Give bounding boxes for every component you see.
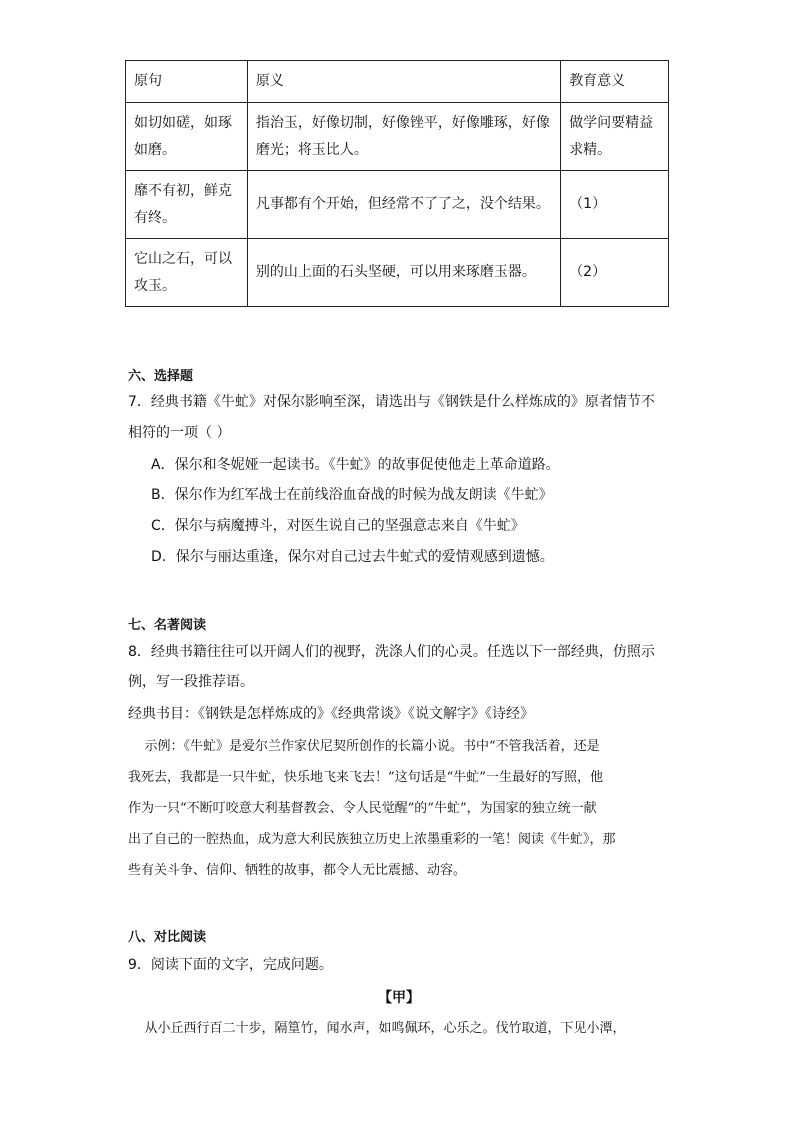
book-list: 经典书目：《钢铁是怎样炼成的》《经典常谈》《说文解字》《诗经》 [128, 706, 534, 722]
option-b: B．保尔作为红军战士在前线浴血奋战的时候为战友朗读《牛虻》 [151, 487, 553, 503]
passage-label: 【甲】 [378, 990, 420, 1006]
question-text: 例，写一段推荐语。 [128, 674, 254, 690]
question-text: 8．经典书籍往往可以开阔人们的视野，洗涤人们的心灵。任选以下一部经典，仿照示 [128, 644, 655, 660]
option-a: A．保尔和冬妮娅一起读书。《牛虻》的故事促使他走上革命道路。 [151, 457, 560, 473]
passage-text: 从小丘西行百二十步，隔篁竹，闻水声，如鸣佩环，心乐之。伐竹取道，下见小潭， [128, 1021, 626, 1036]
quote-cell: 它山之石，可以攻玉。 [126, 239, 248, 307]
quote-cell: 靡不有初，鲜克有终。 [126, 171, 248, 239]
example-line: 作为一只“不断叮咬意大利基督教会、令人民觉醒”的“牛虻”，为国家的独立统一献 [128, 801, 597, 816]
table-row [126, 239, 669, 307]
edu-cell: （2） [561, 239, 669, 307]
edu-cell: 做学问要精益求精。 [561, 103, 669, 171]
quote-cell: 如切如磋，如琢如磨。 [126, 103, 248, 171]
question-text: 7．经典书籍《牛虻》对保尔影响至深，请选出与《钢铁是什么样炼成的》原者情节不 [128, 394, 655, 410]
example-line: 些有关斗争、信仰、牺牲的故事，都令人无比震撼、动容。 [128, 863, 467, 878]
question-text: 9．阅读下面的文字，完成问题。 [128, 957, 333, 973]
edu-cell: （1） [561, 171, 669, 239]
header-cell: 原义 [247, 61, 560, 103]
example-line: 示例：《牛虻》是爱尔兰作家伏尼契所创作的长篇小说。书中“不管我活着，还是 [128, 739, 600, 754]
idiom-table [125, 60, 669, 307]
section-title: 六、选择题 [128, 369, 194, 384]
table-header-row [126, 61, 669, 103]
table-row [126, 171, 669, 239]
question-text: 相符的一项（ ） [128, 425, 231, 441]
table-row [126, 103, 669, 171]
header-cell: 原句 [126, 61, 248, 103]
header-cell: 教育意义 [561, 61, 669, 103]
section-title: 八、对比阅读 [128, 930, 207, 945]
meaning-cell: 别的山上面的石头坚硬，可以用来琢磨玉器。 [247, 239, 560, 307]
section-title: 七、名著阅读 [128, 618, 207, 633]
meaning-cell: 指治玉，好像切制，好像锉平，好像雕琢，好像磨光；将玉比人。 [247, 103, 560, 171]
meaning-cell: 凡事都有个开始，但经常不了了之，没个结果。 [247, 171, 560, 239]
example-line: 出了自己的一腔热血，成为意大利民族独立历史上浓墨重彩的一笔！阅读《牛虻》，那 [128, 832, 616, 847]
option-c: C．保尔与病魔搏斗，对医生说自己的坚强意志来自《牛虻》 [151, 518, 525, 534]
option-d: D．保尔与丽达重逢，保尔对自己过去牛虻式的爱情观感到遗憾。 [151, 549, 554, 565]
example-line: 我死去，我都是一只牛虻，快乐地飞来飞去！”这句话是“牛虻”一生最好的写照，他 [128, 770, 603, 785]
